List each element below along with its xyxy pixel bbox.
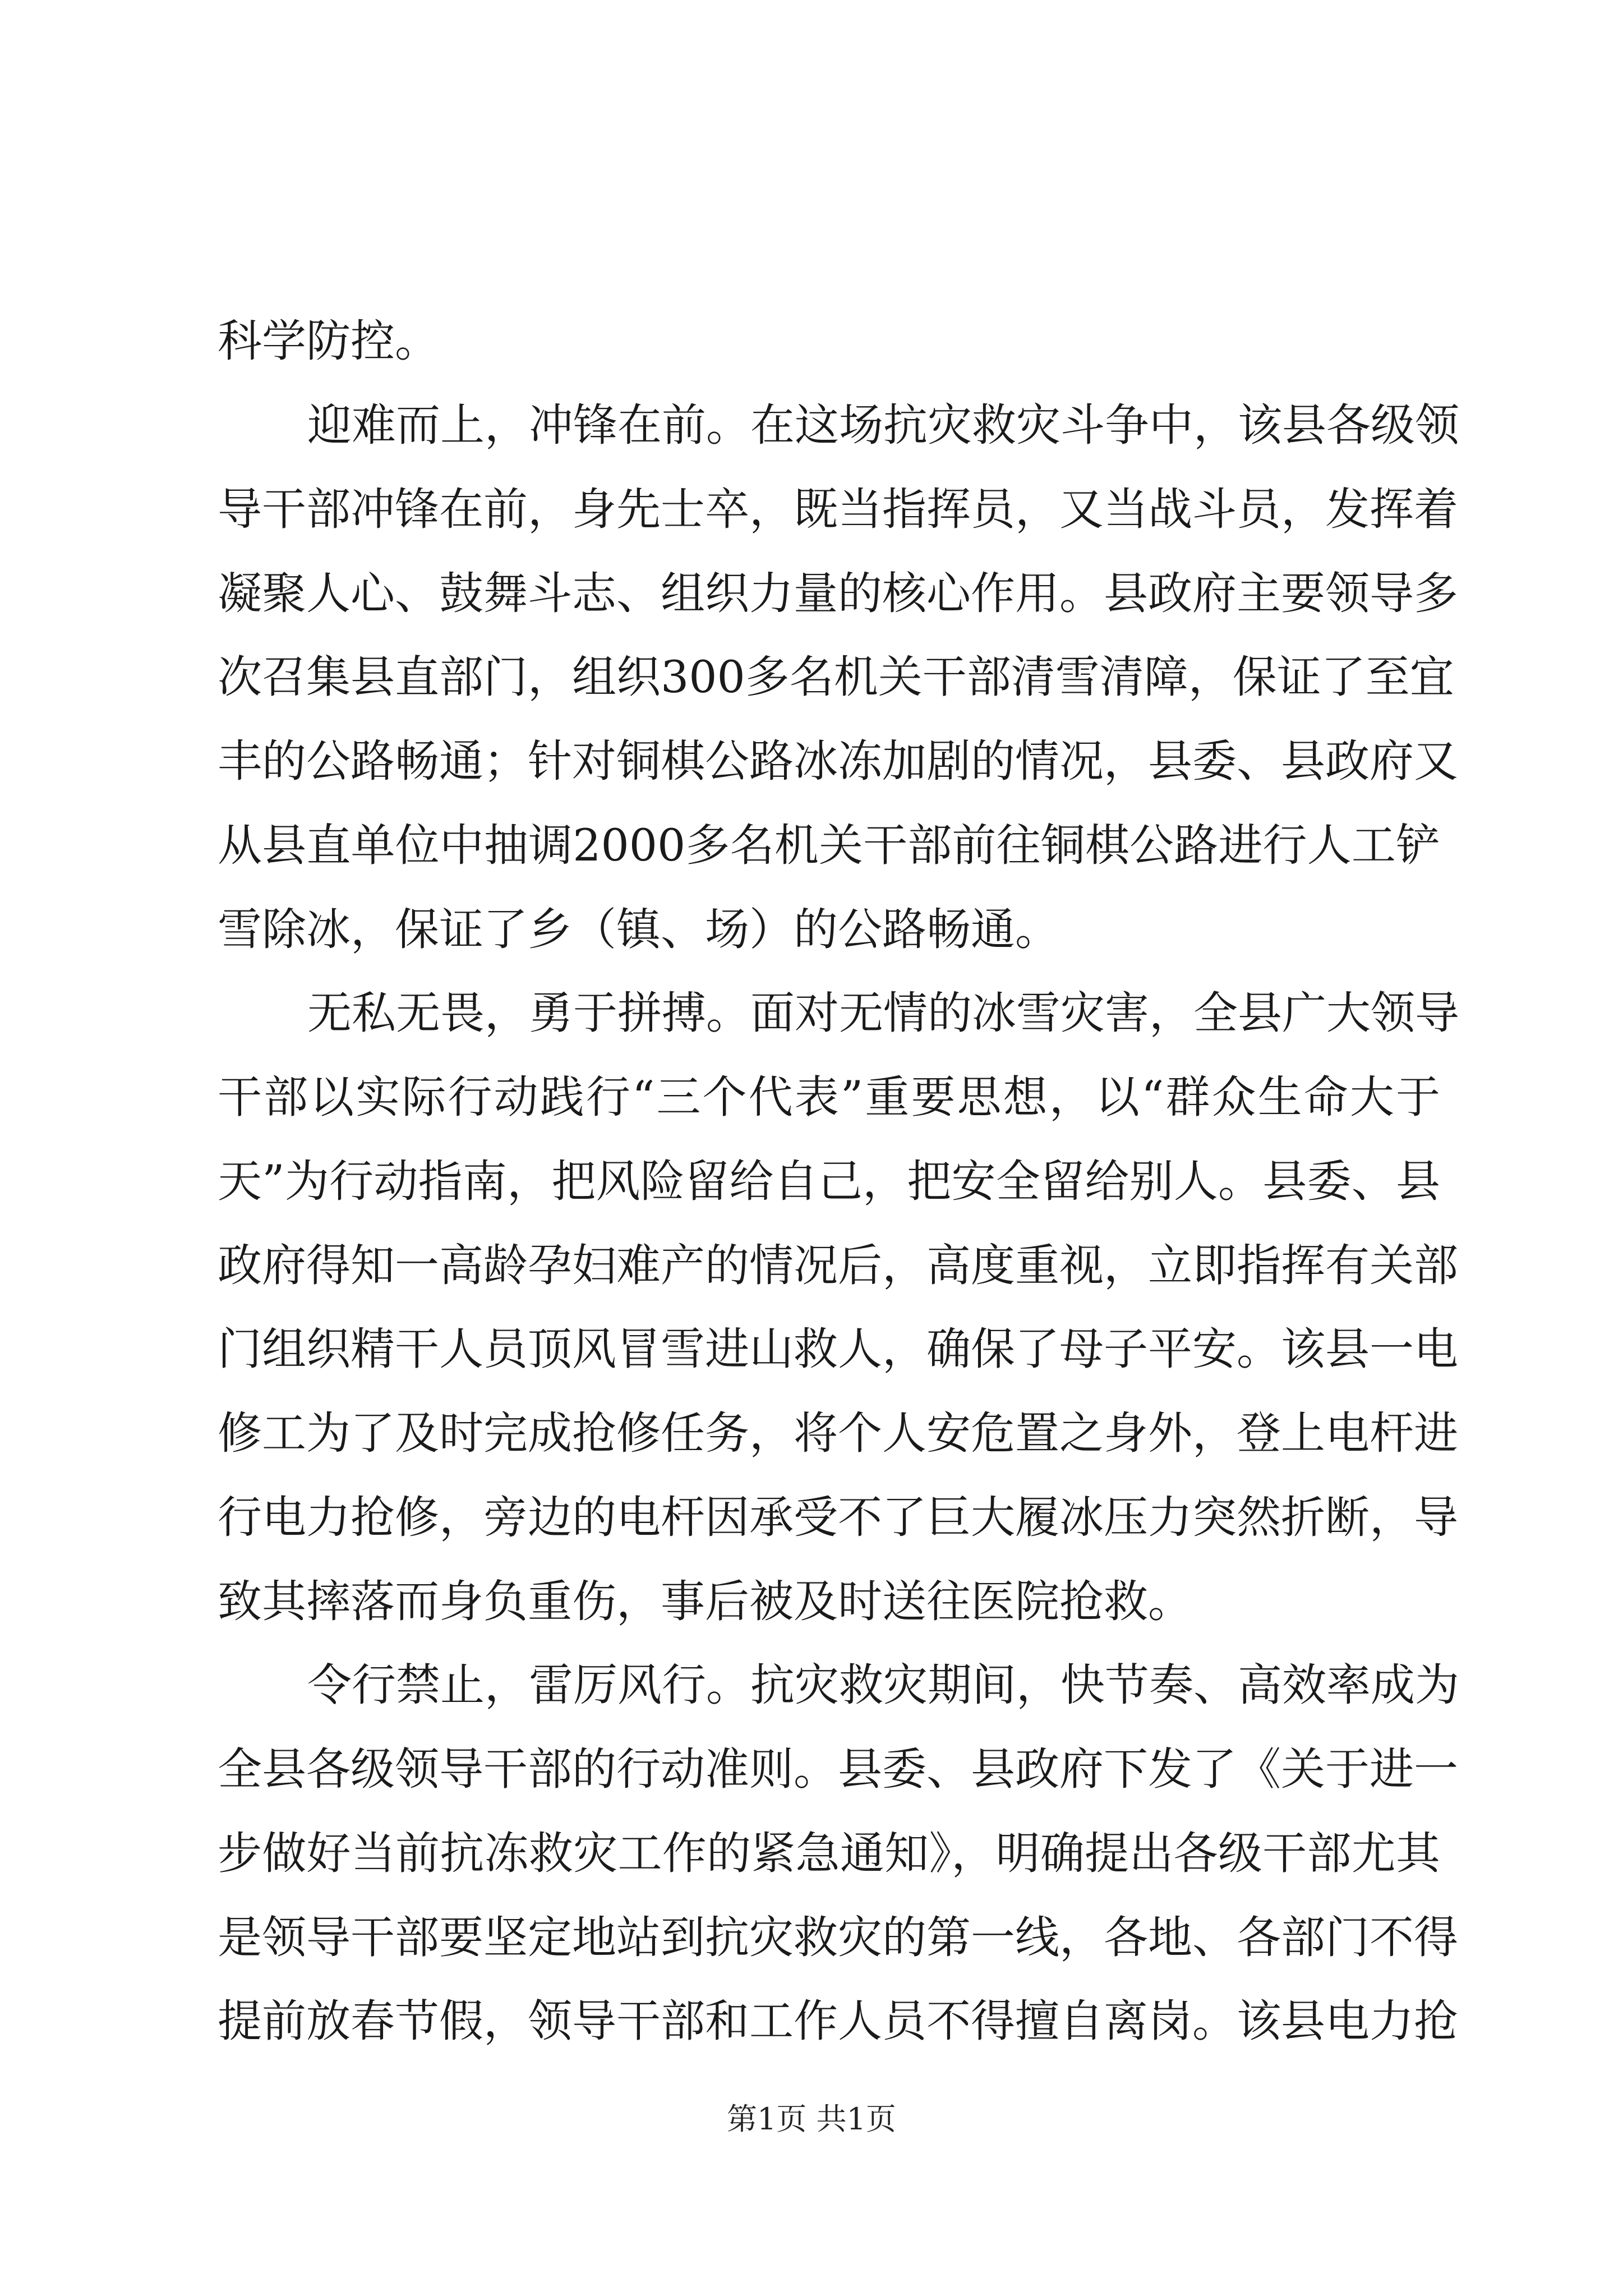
text-line: 门组织精干人员顶风冒雪进山救人，确保了母子平安。该县一电 [218,1323,1458,1375]
text-line: 次召集县直部门，组织300多名机关干部清雪清障，保证了至宜 [218,651,1454,703]
text-line: 天”为行动指南，把风险留给自己，把安全留给别人。县委、县 [218,1156,1440,1207]
text-line: 政府得知一高龄孕妇难产的情况后，高度重视，立即指挥有关部 [218,1240,1458,1291]
text-line: 行电力抢修，旁边的电杆因承受不了巨大履冰压力突然折断，导 [218,1492,1458,1543]
text-line: 从县直单位中抽调2000多名机关干部前往铜棋公路进行人工铲 [218,820,1440,871]
page-footer: 第1页 共1页 [727,2101,896,2137]
text-line: 科学防控。 [218,315,439,367]
text-line: 步做好当前抗冻救灾工作的紧急通知》，明确提出各级干部尤其 [218,1828,1440,1879]
text-line: 丰的公路畅通；针对铜棋公路冰冻加剧的情况，县委、县政府又 [218,735,1458,787]
text-line: 全县各级领导干部的行动准则。县委、县政府下发了《关于进一 [218,1743,1458,1795]
text-line: 修工为了及时完成抢修任务，将个人安危置之身外，登上电杆进 [218,1407,1458,1459]
text-line: 致其摔落而身负重伤，事后被及时送往医院抢救。 [218,1576,1192,1627]
text-line: 是领导干部要坚定地站到抗灾救灾的第一线，各地、各部门不得 [218,1912,1458,1963]
paragraph-2-line-1: 无私无畏，勇于拼搏。面对无情的冰雪灾害，全县广大领导 [307,987,1459,1039]
text-line: 凝聚人心、鼓舞斗志、组织力量的核心作用。县政府主要领导多 [218,568,1458,619]
text-line: 导干部冲锋在前，身先士卒，既当指挥员，又当战斗员，发挥着 [218,484,1458,535]
paragraph-1-line-1: 迎难而上，冲锋在前。在这场抗灾救灾斗争中，该县各级领 [307,399,1459,451]
text-line: 干部以实际行动践行“三个代表”重要思想，以“群众生命大于 [218,1071,1440,1123]
text-line: 提前放春节假，领导干部和工作人员不得擅自离岗。该县电力抢 [218,1995,1458,2047]
paragraph-3-line-1: 令行禁止，雷厉风行。抗灾救灾期间，快节奏、高效率成为 [307,1659,1459,1711]
text-line: 雪除冰，保证了乡（镇、场）的公路畅通。 [218,904,1059,955]
